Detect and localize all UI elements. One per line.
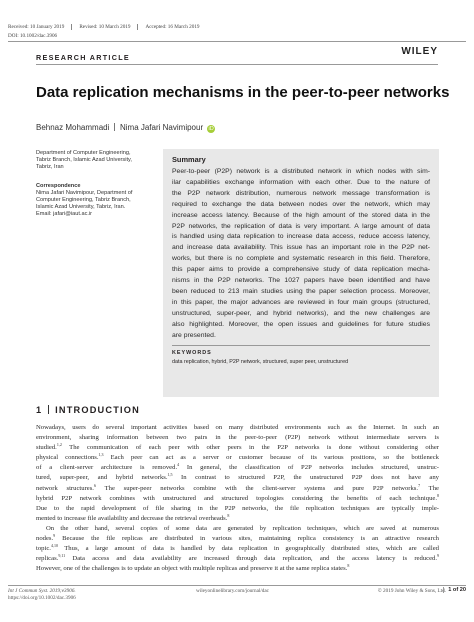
- correspondence-email[interactable]: Email: jafari@iaut.ac.ir: [36, 211, 93, 217]
- journal-citation: [8, 588, 76, 602]
- body-text-segment: topic.: [36, 545, 51, 553]
- citation-ref[interactable]: 1,2: [56, 441, 62, 447]
- summary-line: Peer-to-peer (P2P) network is a distributed network in which nodes with sim-: [172, 168, 430, 175]
- body-text-segment: The: [420, 484, 439, 492]
- correspondence-line: Islamic Azad University, Tabriz, Iran.: [36, 204, 126, 210]
- author-list: [36, 123, 215, 133]
- body-text-segment: Nowadays, users do several important activities based on many distributed environments such as the Internet. In such an: [36, 424, 439, 431]
- summary-line: are presented.: [172, 331, 216, 339]
- body-line: [36, 544, 439, 554]
- summary-line: nisms in the P2P networks. The 1027 papers have been identified and have: [172, 277, 430, 285]
- publisher-logo: WILEY: [401, 46, 438, 57]
- article-dates: [8, 22, 207, 31]
- summary-line: in this paper, the major advances are reviewed in four main groups (structured,: [172, 298, 430, 306]
- citation-ref[interactable]: 8: [437, 492, 439, 498]
- citation-ref[interactable]: 1,5: [167, 472, 173, 478]
- summary-line: also highlighted. Moreover, the open issues and guidelines for future studies: [172, 320, 430, 328]
- body-text-segment: On the other hand, several copies of some data are generated by replication techniques, which are saved at numerous: [46, 524, 439, 532]
- body-text-segment: studied.: [36, 444, 57, 452]
- journal-site-link[interactable]: wileyonlinelibrary.com/journal/dac: [196, 588, 269, 594]
- summary-line: this paper aims to provide a comprehensive study of data replication mecha-: [172, 266, 430, 274]
- orcid-icon[interactable]: iD: [208, 126, 214, 132]
- body-line: [36, 484, 439, 494]
- body-text-segment: Data access and data availability are increased through data replication, and the access latency is reduced.: [65, 555, 437, 563]
- journal-doi-link[interactable]: https://doi.org/10.1002/dac.3906: [8, 595, 76, 601]
- citation-ref[interactable]: 7: [418, 482, 421, 488]
- section-title: INTRODUCTION: [55, 405, 140, 415]
- body-text-segment: The super-peer networks combine with the client-server systems and pure P2P networks.: [95, 484, 419, 492]
- body-line: [36, 463, 439, 473]
- summary-line: P2P networks, the replication of data is very important. A large amount of data: [172, 222, 430, 230]
- summary-line: works, but there is no complete and systematic research in this field. Therefore,: [172, 255, 430, 263]
- body-line: [36, 423, 439, 433]
- summary-line: is handled using data replication to increase data access, reduce access latency,: [172, 233, 430, 241]
- accepted-date: Accepted: 16 March 2019: [145, 23, 200, 30]
- author-name[interactable]: Behnaz Mohammadi: [36, 123, 110, 132]
- correspondence-line: Computer Engineering, Tabriz Branch,: [36, 197, 131, 203]
- citation-ref[interactable]: 9: [53, 532, 56, 538]
- body-line: [36, 534, 439, 544]
- body-text-segment: environment, sharing information between two pairs in the peer-to-peer (P2P) network without intermediate servers is: [36, 434, 439, 442]
- citation-ref[interactable]: 4: [177, 462, 180, 468]
- citation-ref[interactable]: 9,11: [58, 553, 66, 558]
- keywords-list: data replication, hybrid, P2P network, structured, super peer, unstructured: [172, 358, 349, 365]
- body-line: [36, 433, 439, 443]
- section-heading: [36, 405, 140, 415]
- body-line: [36, 473, 439, 483]
- paper-title: Data replication mechanisms in the peer-to-peer networks: [36, 84, 450, 101]
- body-text-segment: Due to the rapid development of file sharing in the P2P networks, the file replication techniques are typically imple-: [36, 504, 439, 512]
- header-divider: [8, 41, 466, 42]
- summary-line: and increase data availability. This issue has an important role in the P2P net-: [172, 244, 430, 252]
- body-text-segment: nodes.: [36, 535, 54, 543]
- body-text-segment: network structures.: [36, 484, 94, 492]
- body-text-segment: physical connections.: [36, 454, 99, 462]
- copyright: © 2019 John Wiley & Sons, Ltd.: [377, 588, 446, 594]
- correspondence-line: Nima Jafari Navimipour, Department of: [36, 190, 133, 196]
- summary-heading: Summary: [172, 155, 206, 164]
- journal-reference: Int J Commun Syst. 2019;e3906.: [8, 588, 76, 594]
- body-text-segment: In general, the classification of P2P networks includes structured, unstruc-: [179, 464, 439, 472]
- citation-ref[interactable]: 9: [437, 553, 439, 558]
- body-text-segment: However, one of the challenges is to update an object with multiple replicas and preserve it at the same replica states.: [36, 565, 348, 573]
- body-line: [36, 514, 439, 524]
- author-separator: [114, 123, 115, 131]
- author-name[interactable]: Nima Jafari Navimipour: [119, 123, 204, 132]
- body-line: [36, 564, 439, 574]
- summary-line: been reduced to 213 main studies using the paper selection process. Moreover,: [172, 287, 430, 295]
- body-text-segment: replicas.: [36, 555, 59, 563]
- abstract-box: [163, 149, 439, 397]
- revised-date: Revised: 10 March 2019: [72, 24, 138, 30]
- summary-line: ilar capabilities exchange information with each other. Due to the nature of: [172, 178, 430, 186]
- affiliation-line: Tabriz Branch, Islamic Azad University,: [36, 157, 132, 163]
- body-line: [36, 524, 439, 534]
- summary-line: unstructured, super-peer, and hybrid networks), and the new challenges are: [172, 309, 430, 317]
- body-text-segment: Thus, a large amount of data is handled by data replication in geographically distributed sites, which are called: [57, 545, 439, 553]
- affiliation-line: Tabriz, Iran: [36, 164, 64, 170]
- body-line: [36, 443, 439, 453]
- correspondence-details: [36, 190, 156, 218]
- affiliation: [36, 150, 156, 171]
- footer-divider: [8, 585, 466, 586]
- article-type: RESEARCH ARTICLE: [36, 53, 131, 62]
- body-line: [36, 504, 439, 514]
- body-text-segment: tured, super-peer, and hybrid networks.: [36, 474, 168, 482]
- doi[interactable]: DOI: 10.1002/dac.3906: [8, 33, 58, 39]
- affiliation-column: [36, 150, 156, 218]
- affiliation-line: Department of Computer Engineering,: [36, 150, 131, 156]
- citation-ref[interactable]: 4,10: [50, 542, 58, 548]
- body-text-segment: hybrid P2P network combines with unstructured and structured topologies considering the benefits of each technique.: [36, 494, 437, 502]
- introduction-body: [36, 423, 439, 574]
- keywords-divider: [172, 345, 430, 346]
- body-line: [36, 494, 439, 504]
- summary-line: the P2P network distribution, numerous network message transformation is: [172, 189, 430, 197]
- section-separator: [48, 405, 49, 414]
- keywords-heading: KEYWORDS: [172, 349, 212, 356]
- citation-ref[interactable]: 8: [227, 512, 230, 518]
- summary-line: increase access latency. Because of the high amount of the stored data in the: [172, 211, 430, 219]
- citation-ref[interactable]: 6: [93, 482, 96, 488]
- citation-ref[interactable]: 8: [347, 563, 350, 569]
- summary-text: [172, 167, 430, 342]
- page-number: 1 of 20: [443, 587, 466, 593]
- body-text-segment: Because the file replicas are distributed in various sites, maintaining replica consistency is an attractive research: [55, 535, 439, 543]
- correspondence-heading: Correspondence: [36, 183, 81, 189]
- article-type-divider: [36, 64, 438, 65]
- body-line: [36, 453, 439, 463]
- body-text-segment: Each peer can act as a server or customer because of its various positions, so the bottleneck: [103, 454, 440, 462]
- body-line: [36, 554, 439, 564]
- citation-ref[interactable]: 1,3: [98, 452, 104, 458]
- body-text-segment: mented to increase file availability and decrease the retrieval overheads.: [36, 514, 228, 522]
- section-number: 1: [36, 405, 43, 415]
- body-text-segment: of a client-server architecture is removed.: [36, 464, 178, 472]
- received-date: Received: 10 January 2019: [8, 24, 72, 30]
- body-text-segment: The communication of each peer with other peers in the P2P networks is done without considering other: [61, 444, 439, 452]
- summary-line: required to exchange the data between nodes over the network, which may: [172, 200, 430, 208]
- body-text-segment: In contrast to structured P2P, the unstructured P2P does not have any: [172, 474, 439, 482]
